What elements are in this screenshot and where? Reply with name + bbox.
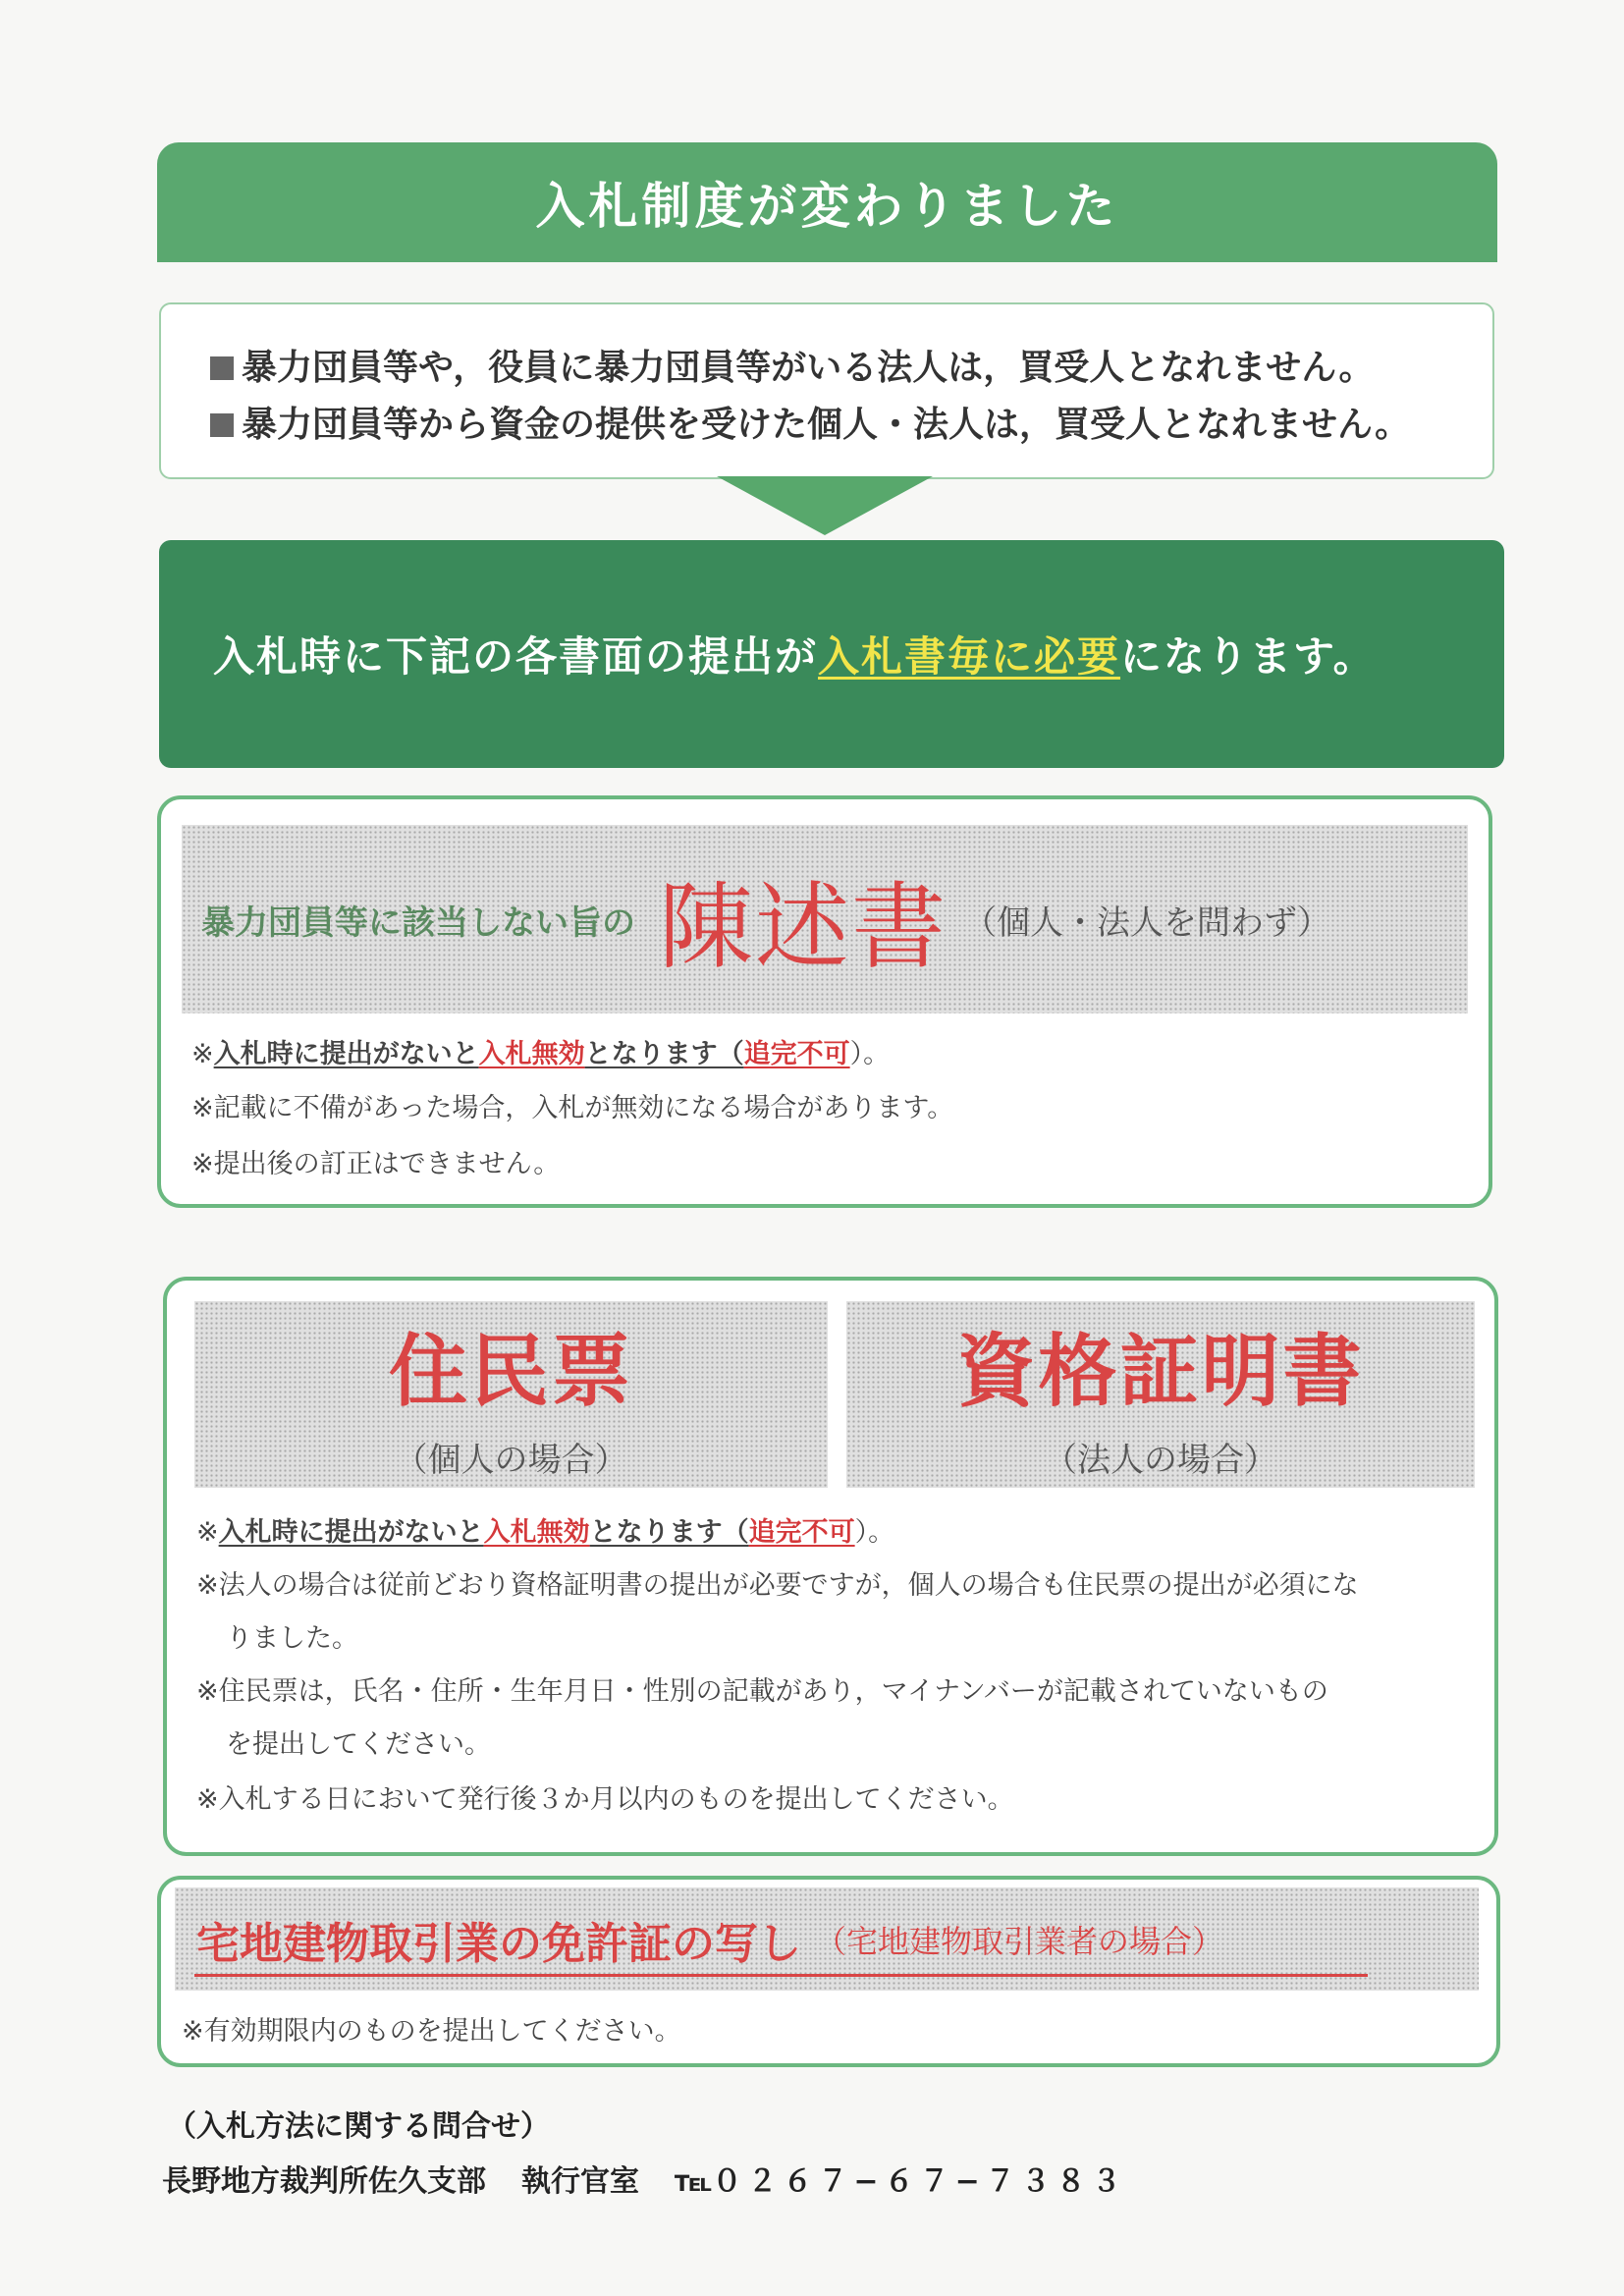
- contact-line: [162, 2157, 1127, 2200]
- documents-note-1: ※入札時に提出がないと入札無効となります（追完不可）。: [196, 1517, 895, 1548]
- contact-dept: 執行官室: [521, 2164, 639, 2199]
- documents-note-3-cont: を提出してください。: [226, 1729, 491, 1760]
- contact-tel: ０２６７−６７−７３８３: [712, 2164, 1127, 2199]
- square-bullet-icon: [210, 356, 234, 380]
- statement-title: 陳述書: [659, 871, 947, 982]
- contact-office: 長野地方裁判所佐久支部: [162, 2164, 486, 2199]
- documents-note-2-cont: りました。: [226, 1623, 358, 1654]
- shikaku-title: 資格証明書: [956, 1326, 1365, 1417]
- statement-lead: 暴力団員等に該当しない旨の: [201, 902, 635, 943]
- requirement-highlight: 入札書毎に必要: [818, 632, 1121, 681]
- shikaku-box: [846, 1301, 1475, 1488]
- rules-box: [159, 302, 1494, 479]
- contact-tel-label: ℡: [675, 2164, 713, 2199]
- rule-item: 暴力団員等や，役員に暴力団員等がいる法人は，買受人となれません。: [210, 340, 1492, 397]
- juminhyo-title: 住民票: [389, 1326, 633, 1417]
- statement-note-3: ※提出後の訂正はできません。: [191, 1149, 561, 1179]
- statement-header: [182, 825, 1468, 1013]
- juminhyo-case: （個人の場合）: [394, 1441, 628, 1480]
- contact-heading: （入札方法に関する問合せ）: [167, 2109, 550, 2144]
- shikaku-case: （法人の場合）: [1044, 1441, 1277, 1480]
- license-underline: [194, 1974, 1368, 1977]
- license-note: ※有効期限内のものを提出してください。: [182, 2016, 681, 2047]
- documents-note-4: ※入札する日において発行後３か月以内のものを提出してください。: [196, 1784, 1014, 1815]
- down-arrow-icon: [717, 476, 933, 535]
- requirement-banner: [159, 540, 1504, 768]
- license-scope: （宅地建物取引業者の場合）: [815, 1922, 1224, 1960]
- license-title: 宅地建物取引業の免許証の写し: [196, 1918, 801, 1969]
- statement-note-2: ※記載に不備があった場合，入札が無効になる場合があります。: [191, 1093, 954, 1123]
- juminhyo-box: [194, 1301, 828, 1488]
- requirement-text: 入札時に下記の各書面の提出が入札書毎に必要になります。: [213, 632, 1377, 681]
- page-title: 入札制度が変わりました: [535, 178, 1119, 235]
- rule-item: 暴力団員等から資金の提供を受けた個人・法人は，買受人となれません。: [210, 397, 1492, 454]
- title-banner: [157, 142, 1497, 262]
- documents-note-3: ※住民票は，氏名・住所・生年月日・性別の記載があり，マイナンバーが記載されていないもの: [196, 1676, 1328, 1707]
- square-bullet-icon: [210, 413, 234, 437]
- statement-note-1: ※入札時に提出がないと入札無効となります（追完不可）。: [191, 1039, 891, 1069]
- statement-scope: （個人・法人を問わず）: [963, 902, 1330, 943]
- documents-note-2: ※法人の場合は従前どおり資格証明書の提出が必要ですが，個人の場合も住民票の提出が必須にな: [196, 1570, 1359, 1601]
